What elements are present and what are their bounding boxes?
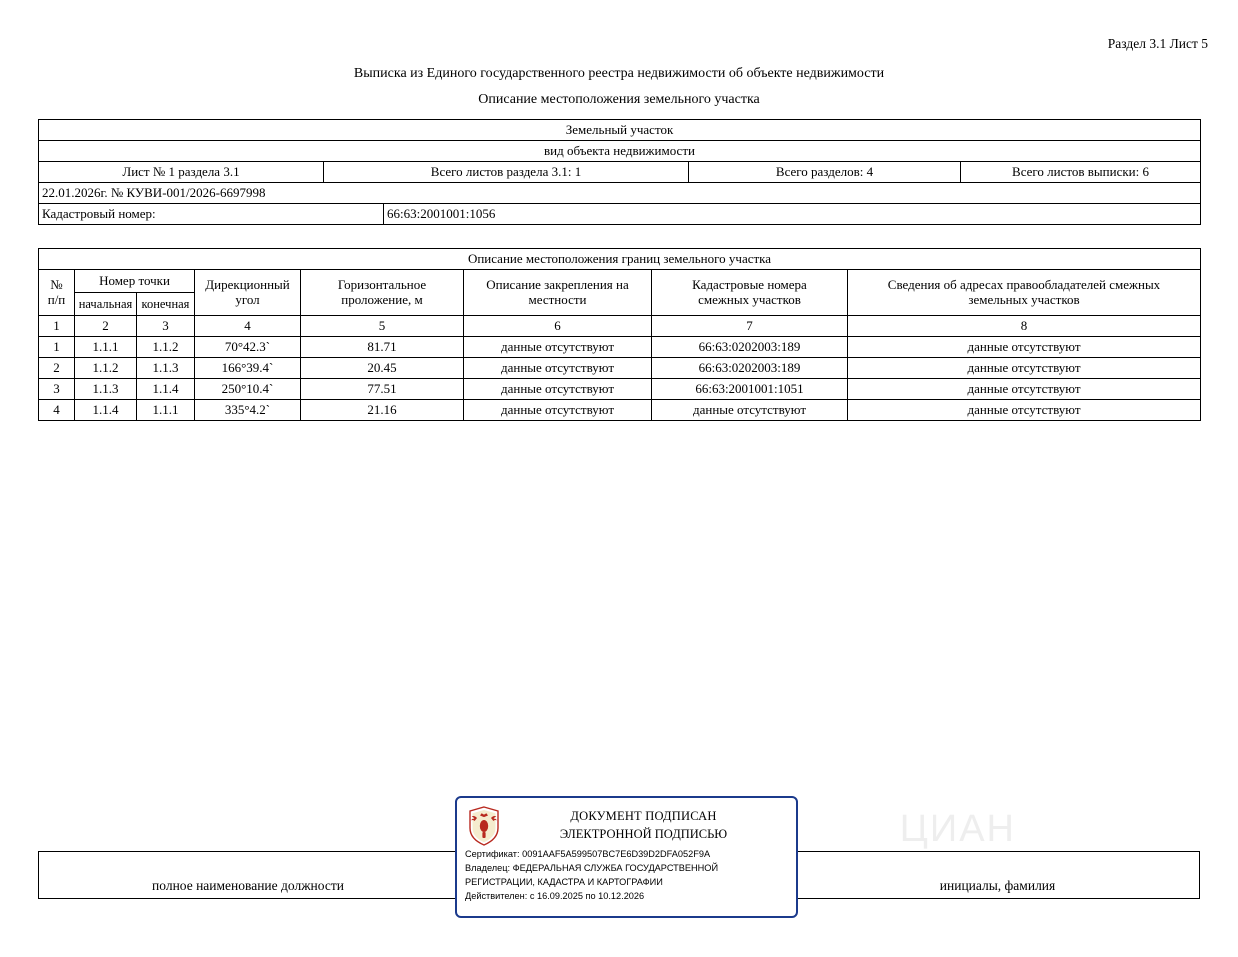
page-subtitle: Описание местоположения земельного участка [478, 92, 760, 107]
cell-horizontal: 81.71 [301, 337, 464, 358]
cell-angle: 335°4.2` [195, 400, 301, 421]
table-row [39, 120, 1201, 141]
total-section-sheets: Всего листов раздела 3.1: 1 [324, 162, 689, 183]
cell-horizontal: 77.51 [301, 379, 464, 400]
table-row [39, 141, 1201, 162]
cell-neighbors: 66:63:2001001:1051 [652, 379, 848, 400]
table-row [39, 379, 1201, 400]
col-num-3: 3 [137, 316, 195, 337]
column-number-row [39, 316, 1201, 337]
col-num-4: 4 [195, 316, 301, 337]
col-header-fixing: Описание закрепления на местности [464, 270, 652, 316]
total-sections: Всего разделов: 4 [689, 162, 961, 183]
cell-point-start: 1.1.2 [75, 358, 137, 379]
cell-fixing: данные отсутствуют [464, 337, 652, 358]
signature-subtitle: ЭЛЕКТРОННОЙ ПОДПИСЬЮ [559, 827, 728, 841]
cell-point-end: 1.1.1 [137, 400, 195, 421]
sheet-of-section: Лист № 1 раздела 3.1 [39, 162, 324, 183]
col-num-5: 5 [301, 316, 464, 337]
cell-fixing: данные отсутствуют [464, 358, 652, 379]
col-num-2: 2 [75, 316, 137, 337]
table-row [39, 162, 1201, 183]
header-table [38, 119, 1201, 225]
cadastral-number-label: Кадастровый номер: [39, 204, 384, 225]
col-num-6: 6 [464, 316, 652, 337]
cell-angle: 70°42.3` [195, 337, 301, 358]
cell-horizontal: 20.45 [301, 358, 464, 379]
cell-neighbors: данные отсутствуют [652, 400, 848, 421]
table-row [39, 249, 1201, 270]
cell-angle: 250°10.4` [195, 379, 301, 400]
col-header-direction-angle: Дирекционный угол [195, 270, 301, 316]
signature-owner-line2: РЕГИСТРАЦИИ, КАДАСТРА И КАРТОГРАФИИ [465, 877, 663, 887]
signature-title: ДОКУМЕНТ ПОДПИСАН [570, 809, 717, 823]
cadastral-number-value: 66:63:2001001:1056 [384, 204, 1201, 225]
col-header-neighbors: Кадастровые номера смежных участков [652, 270, 848, 316]
footer-name-label: инициалы, фамилия [795, 851, 1200, 899]
borders-table [38, 248, 1201, 421]
col-header-addresses: Сведения об адресах правообладателей смежных земельных участков [848, 270, 1201, 316]
cell-num: 3 [39, 379, 75, 400]
cell-point-start: 1.1.4 [75, 400, 137, 421]
signature-certificate: Сертификат: 0091AAF5A599507BC7E6D39D2DFA052F9A [465, 849, 711, 859]
col-header-point-end: конечная [137, 293, 195, 316]
signature-owner-line1: Владелец: ФЕДЕРАЛЬНАЯ СЛУЖБА ГОСУДАРСТВЕННОЙ [465, 863, 719, 873]
cell-fixing: данные отсутствуют [464, 379, 652, 400]
object-type-caption: вид объекта недвижимости [39, 141, 1201, 162]
total-extract-sheets: Всего листов выписки: 6 [961, 162, 1201, 183]
cell-num: 2 [39, 358, 75, 379]
col-header-point-group: Номер точки [75, 270, 195, 293]
table-row [39, 400, 1201, 421]
cell-addresses: данные отсутствуют [848, 379, 1201, 400]
col-num-7: 7 [652, 316, 848, 337]
cell-point-start: 1.1.3 [75, 379, 137, 400]
electronic-signature-stamp [455, 796, 798, 918]
cell-addresses: данные отсутствуют [848, 337, 1201, 358]
cell-horizontal: 21.16 [301, 400, 464, 421]
watermark: ЦИАН [899, 808, 1016, 850]
table-header-row [39, 270, 1201, 293]
cell-num: 1 [39, 337, 75, 358]
table-row [39, 358, 1201, 379]
table-row [39, 183, 1201, 204]
cell-neighbors: 66:63:0202003:189 [652, 358, 848, 379]
sheet-label: Раздел 3.1 Лист 5 [1107, 36, 1208, 51]
page-title: Выписка из Единого государственного реестра недвижимости об объекте недвижимости [353, 66, 885, 81]
cell-addresses: данные отсутствуют [848, 358, 1201, 379]
cell-point-start: 1.1.1 [75, 337, 137, 358]
signature-validity: Действителен: с 16.09.2025 по 10.12.2026 [465, 891, 645, 901]
borders-caption: Описание местоположения границ земельного участка [39, 249, 1201, 270]
cell-fixing: данные отсутствуют [464, 400, 652, 421]
cell-neighbors: 66:63:0202003:189 [652, 337, 848, 358]
table-row [39, 337, 1201, 358]
col-header-horizontal: Горизонтальное проложение, м [301, 270, 464, 316]
col-header-point-start: начальная [75, 293, 137, 316]
cell-point-end: 1.1.4 [137, 379, 195, 400]
date-and-number: 22.01.2026г. № КУВИ-001/2026-6697998 [39, 183, 1201, 204]
footer-position-label: полное наименование должности [38, 851, 458, 899]
cell-num: 4 [39, 400, 75, 421]
cell-point-end: 1.1.2 [137, 337, 195, 358]
cell-point-end: 1.1.3 [137, 358, 195, 379]
object-type: Земельный участок [39, 120, 1201, 141]
cell-addresses: данные отсутствуют [848, 400, 1201, 421]
col-num-1: 1 [39, 316, 75, 337]
cell-angle: 166°39.4` [195, 358, 301, 379]
table-row [39, 204, 1201, 225]
col-header-num: № п/п [39, 270, 75, 316]
col-num-8: 8 [848, 316, 1201, 337]
